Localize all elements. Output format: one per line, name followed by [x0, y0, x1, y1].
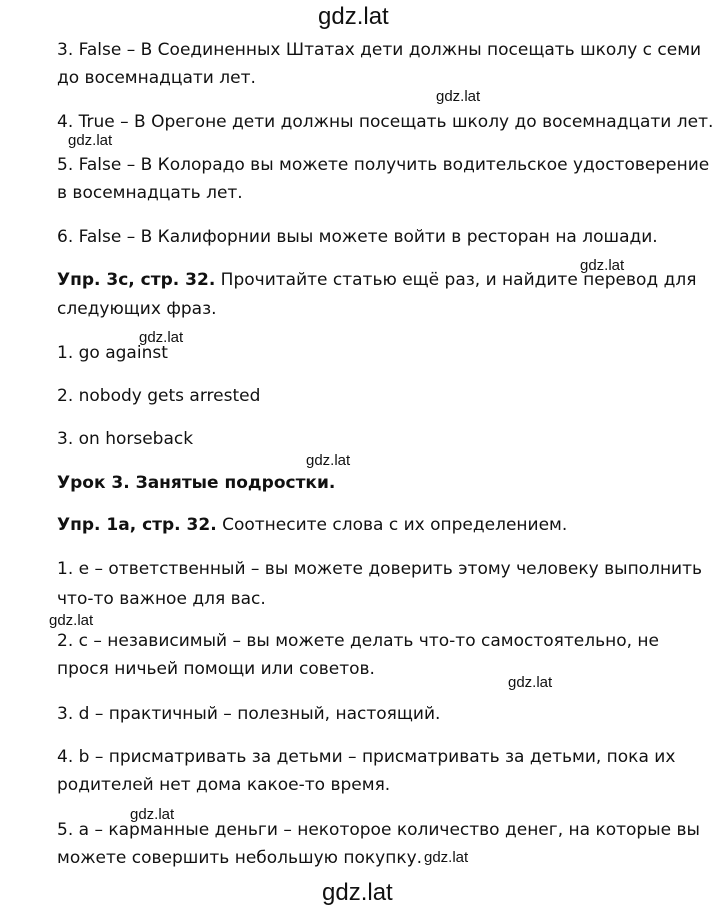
match-4-line-2: родителей нет дома какое-то время.	[57, 775, 391, 795]
match-1-line-1: 1. e – ответственный – вы можете доверить этому человеку выполнить	[57, 559, 703, 579]
exercise-1a-heading	[57, 511, 567, 539]
match-2-line-2: прося ничьей помощи или советов.	[57, 659, 375, 679]
watermark-inline: gdz.lat	[306, 452, 351, 469]
exercise-3c-heading-line-2: следующих фраз.	[57, 299, 217, 319]
watermark-inline: gdz.lat	[139, 329, 184, 346]
answer-6: 6. False – В Калифорнии выы можете войти в ресторан на лошади.	[57, 227, 658, 247]
watermark-top: gdz.lat	[318, 3, 389, 30]
match-4-line-1: 4. b – присматривать за детьми – присматривать за детьми, пока их	[57, 747, 676, 767]
watermark-inline: gdz.lat	[68, 132, 113, 149]
watermark-bottom: gdz.lat	[322, 879, 393, 906]
exercise-1a-instruction: Соотнесите слова с их определением.	[216, 515, 568, 535]
list-item: 3. on horseback	[57, 429, 194, 449]
list-item: 1. go against	[57, 343, 168, 363]
watermark-inline: gdz.lat	[49, 612, 94, 629]
match-2-line-1: 2. c – независимый – вы можете делать что-то самостоятельно, не	[57, 631, 660, 651]
match-5-line-1: 5. a – карманные деньги – некоторое количество денег, на которые вы	[57, 820, 700, 840]
match-1-line-2: что-то важное для вас.	[57, 589, 266, 609]
exercise-1a-label: Упр. 1a, стр. 32.	[57, 515, 217, 535]
exercise-3c-instruction: Прочитайте статью ещё раз, и найдите перевод для	[215, 270, 697, 290]
watermark-inline: gdz.lat	[130, 806, 175, 823]
exercise-3c-heading	[57, 266, 696, 294]
answer-5-line-1: 5. False – В Колорадо вы можете получить водительское удостоверение	[57, 155, 710, 175]
watermark-inline: gdz.lat	[436, 88, 481, 105]
match-5-line-2: можете совершить небольшую покупку.	[57, 848, 423, 868]
answer-3-line-2: до восемнадцати лет.	[57, 68, 256, 88]
exercise-3c-label: Упр. 3c, стр. 32.	[57, 270, 216, 290]
answer-3-line-1: 3. False – В Соединенных Штатах дети должны посещать школу с семи	[57, 40, 702, 60]
list-item: 2. nobody gets arrested	[57, 386, 261, 406]
answer-4: 4. True – В Орегоне дети должны посещать школу до восемнадцати лет.	[57, 112, 714, 132]
watermark-inline: gdz.lat	[508, 674, 553, 691]
watermark-inline: gdz.lat	[580, 257, 625, 274]
lesson-title: Урок 3. Занятые подростки.	[57, 473, 336, 493]
answer-5-line-2: в восемнадцать лет.	[57, 183, 243, 203]
match-3: 3. d – практичный – полезный, настоящий.	[57, 704, 441, 724]
watermark-inline: gdz.lat	[424, 849, 469, 866]
